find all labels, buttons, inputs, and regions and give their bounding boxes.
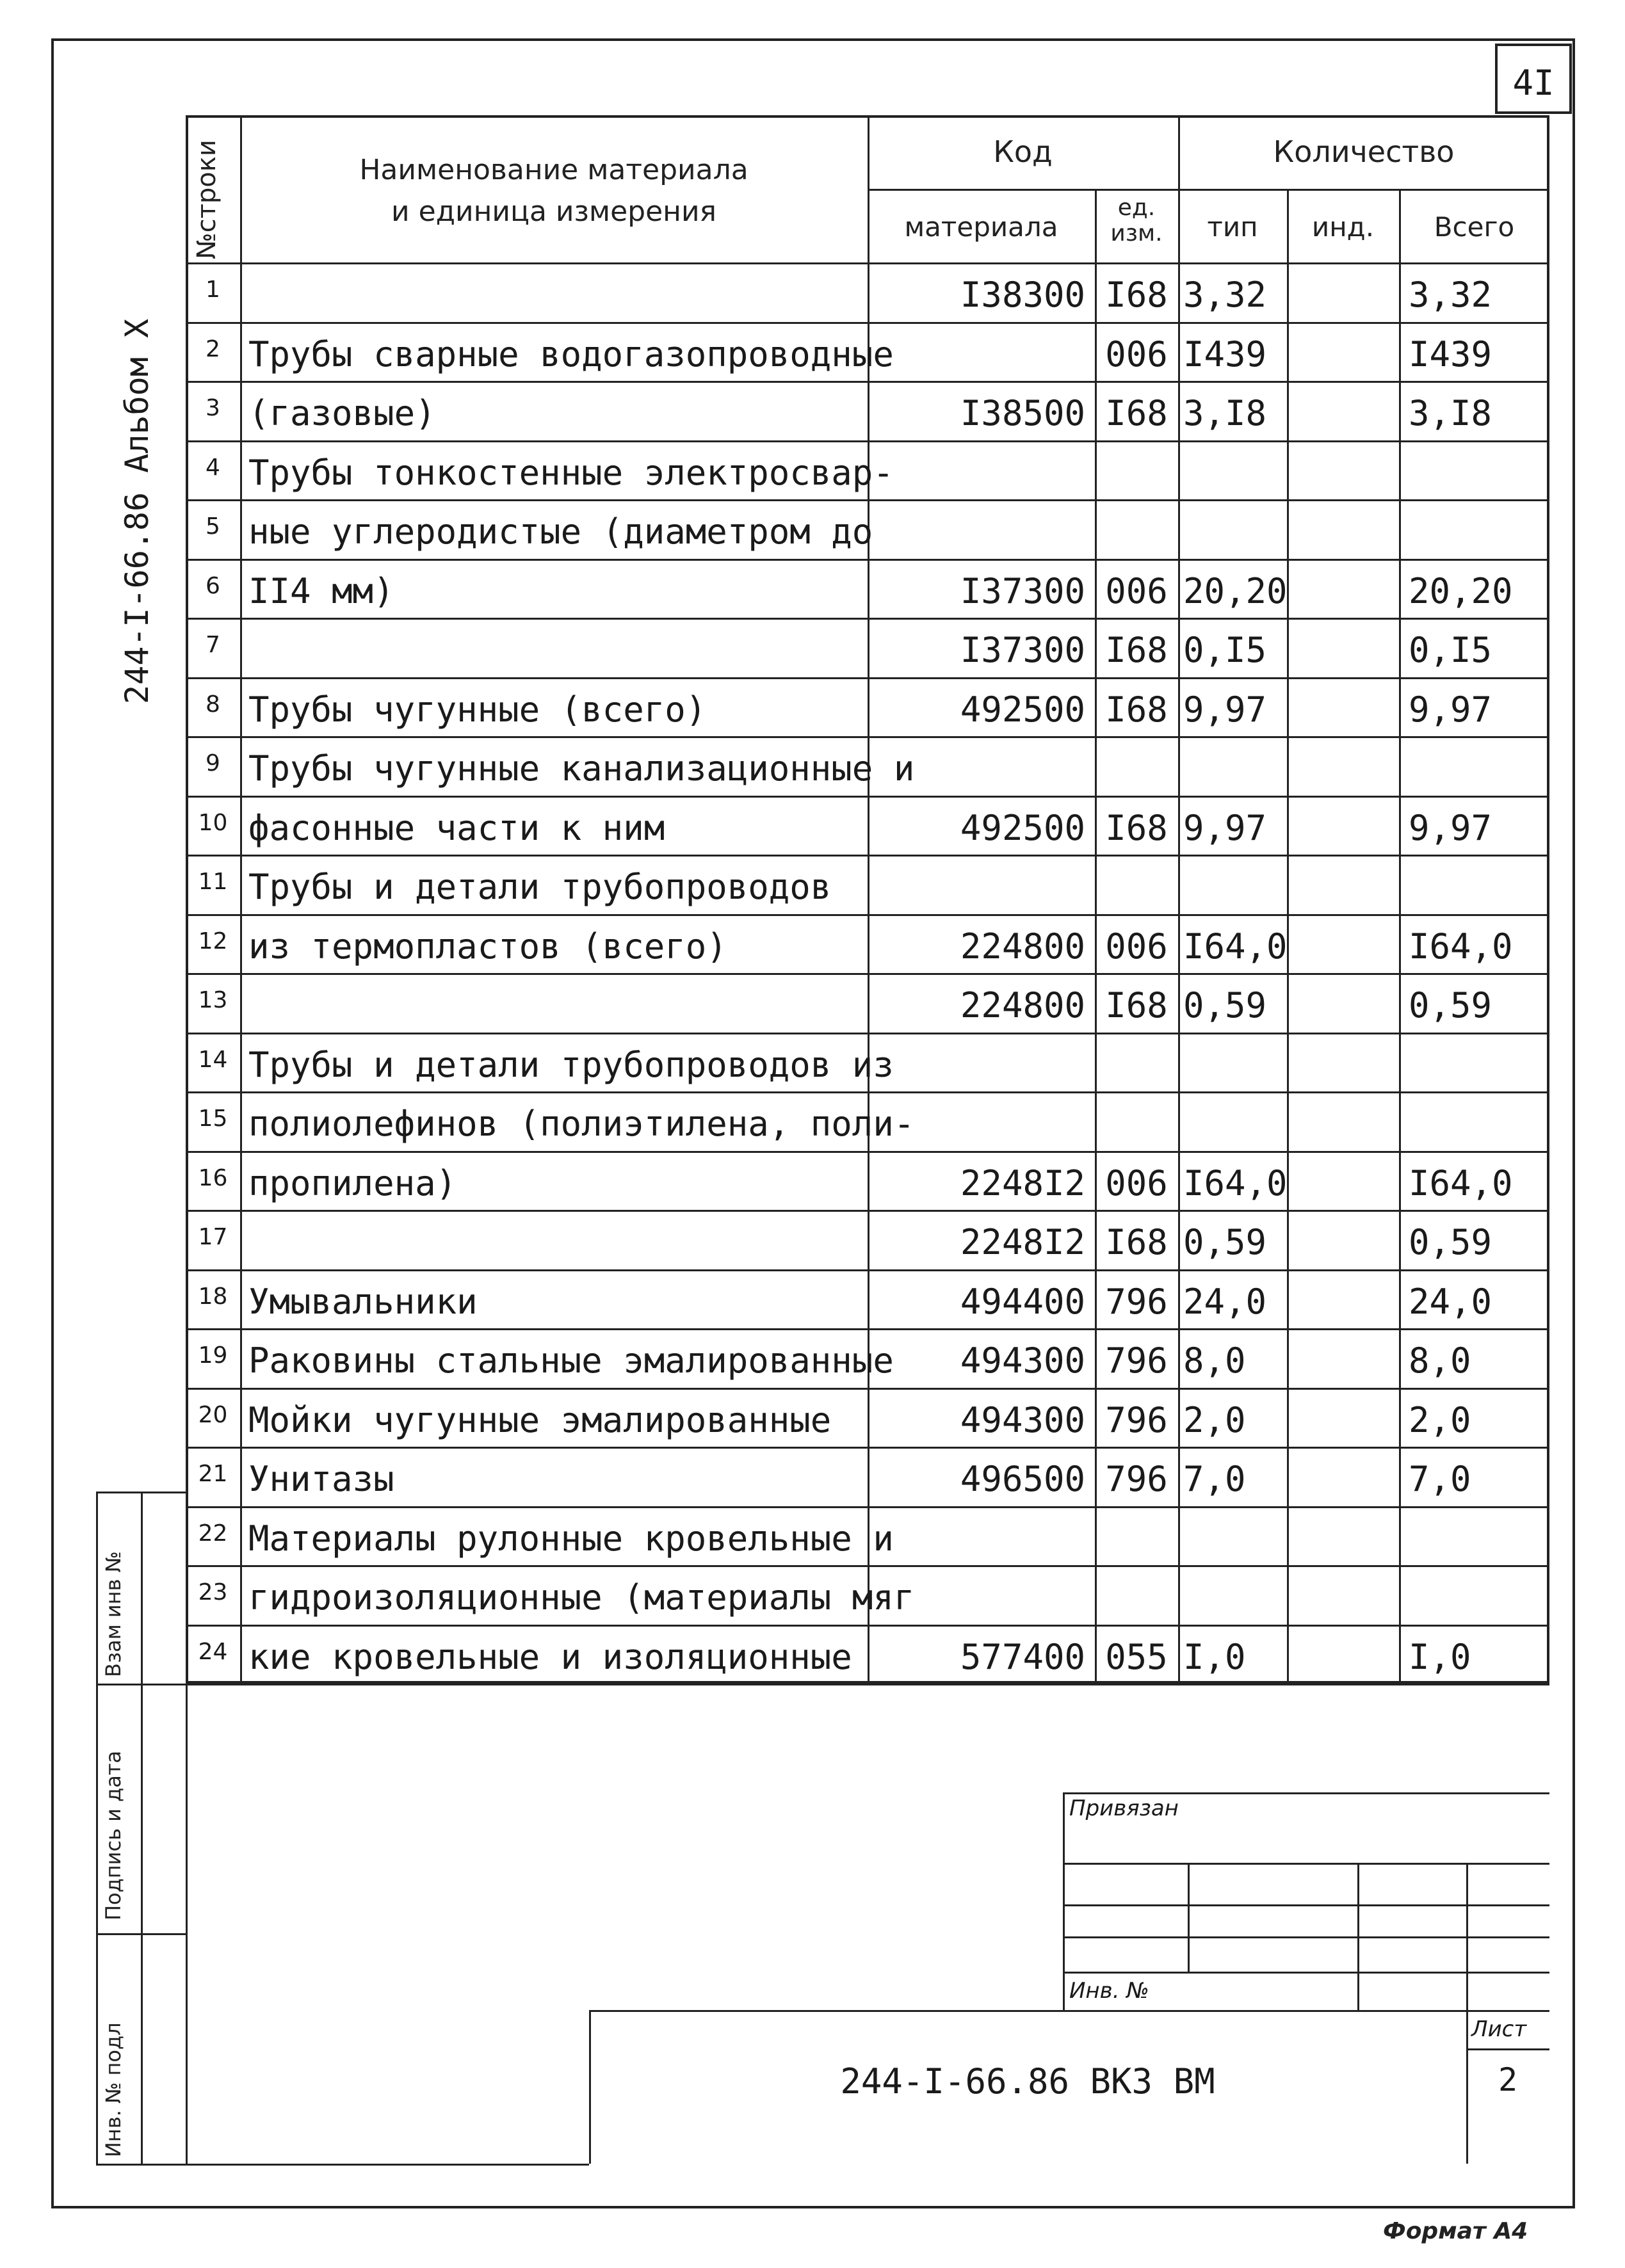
cell-code: 496500: [960, 1459, 1085, 1499]
cell-code: 494300: [960, 1340, 1085, 1381]
row-divider: [186, 1210, 1549, 1212]
cell-n: 14: [198, 1046, 228, 1073]
cell-name: (газовые): [248, 393, 436, 433]
cell-code: 577400: [960, 1636, 1085, 1677]
header-name-unit: и единица измерения: [391, 195, 717, 228]
row-divider: [186, 1565, 1549, 1567]
cell-n: 22: [198, 1520, 228, 1547]
row-divider: [186, 1388, 1549, 1390]
row-divider: [186, 1447, 1549, 1449]
cell-name: Трубы сварные водогазопроводные: [248, 334, 894, 374]
cell-name: Раковины стальные эмалированные: [248, 1340, 894, 1381]
cell-type: 3,32: [1183, 275, 1267, 315]
cell-total: 3,32: [1409, 275, 1492, 315]
cell-n: 19: [198, 1342, 228, 1369]
cell-unit: I68: [1105, 985, 1168, 1025]
row-divider: [186, 322, 1549, 324]
header-quantity: Количество: [1273, 134, 1455, 169]
cell-type: 9,97: [1183, 689, 1267, 730]
cell-n: 15: [198, 1106, 228, 1132]
cell-n: 10: [198, 809, 228, 836]
cell-name: гидроизоляционные (материалы мяг: [248, 1577, 915, 1618]
cell-type: I,0: [1183, 1636, 1246, 1677]
cell-type: 24,0: [1183, 1281, 1267, 1322]
cell-name: ные углеродистые (диаметром до: [248, 511, 873, 552]
cell-name: фасонные части к ним: [248, 807, 665, 848]
row-divider: [186, 1091, 1549, 1093]
header-row-number: №строки: [192, 140, 222, 259]
cell-code: 2248I2: [960, 1222, 1085, 1262]
cell-total: 20,20: [1409, 570, 1513, 611]
cell-code: 494400: [960, 1281, 1085, 1322]
cell-type: 20,20: [1183, 570, 1288, 611]
sheet-number: 2: [1498, 2061, 1518, 2098]
cell-n: 3: [206, 395, 220, 421]
cell-type: 7,0: [1183, 1459, 1246, 1499]
cell-code: 224800: [960, 985, 1085, 1025]
cell-total: 9,97: [1409, 807, 1492, 848]
cell-name: II4 мм): [248, 570, 394, 611]
cell-name: Мойки чугунные эмалированные: [248, 1399, 832, 1440]
row-divider: [186, 440, 1549, 442]
cell-total: I64,0: [1409, 1162, 1513, 1203]
cell-name: Трубы и детали трубопроводов из: [248, 1044, 894, 1085]
cell-total: 2,0: [1409, 1399, 1471, 1440]
row-divider: [186, 1033, 1549, 1034]
cell-n: 12: [198, 928, 228, 954]
cell-total: I64,0: [1409, 926, 1513, 967]
header-ind: инд.: [1311, 211, 1375, 243]
cell-total: 7,0: [1409, 1459, 1471, 1499]
cell-n: 4: [206, 454, 220, 481]
cell-n: 13: [198, 987, 228, 1013]
cell-n: 18: [198, 1283, 228, 1310]
side-label-inv: Инв. № подл: [101, 2022, 125, 2157]
cell-unit: 055: [1105, 1636, 1168, 1677]
cell-type: 0,59: [1183, 1222, 1267, 1262]
cell-code: I38500: [960, 393, 1085, 433]
cell-n: 5: [206, 513, 220, 540]
cell-total: I439: [1409, 334, 1492, 374]
cell-name: полиолефинов (полиэтилена, поли-: [248, 1104, 915, 1144]
row-divider: [186, 559, 1549, 561]
row-divider: [186, 1269, 1549, 1271]
cell-code: I37300: [960, 570, 1085, 611]
cell-n: 17: [198, 1224, 228, 1250]
cell-n: 21: [198, 1461, 228, 1487]
side-label-vzam: Взам инв №: [101, 1551, 125, 1677]
side-label-podpis: Подпись и дата: [101, 1750, 125, 1920]
cell-total: 0,59: [1409, 985, 1492, 1025]
cell-code: 494300: [960, 1399, 1085, 1440]
cell-type: 8,0: [1183, 1340, 1246, 1381]
cell-total: 24,0: [1409, 1281, 1492, 1322]
cell-n: 8: [206, 691, 220, 718]
cell-name: Трубы чугунные канализационные и: [248, 748, 915, 789]
row-divider: [186, 914, 1549, 916]
cell-total: 8,0: [1409, 1340, 1471, 1381]
cell-n: 6: [206, 572, 220, 599]
row-divider: [186, 1151, 1549, 1153]
cell-unit: I68: [1105, 275, 1168, 315]
cell-type: I64,0: [1183, 926, 1288, 967]
cell-n: 9: [206, 750, 220, 776]
header-type: тип: [1207, 211, 1258, 243]
cell-name: пропилена): [248, 1162, 457, 1203]
cell-unit: 796: [1105, 1281, 1168, 1322]
cell-n: 1: [206, 277, 220, 303]
cell-n: 16: [198, 1164, 228, 1191]
cell-unit: 006: [1105, 570, 1168, 611]
cell-total: 0,59: [1409, 1222, 1492, 1262]
cell-n: 24: [198, 1638, 228, 1665]
cell-n: 7: [206, 632, 220, 658]
row-divider: [186, 736, 1549, 738]
cell-unit: I68: [1105, 1222, 1168, 1262]
row-divider: [186, 499, 1549, 501]
cell-total: 3,I8: [1409, 393, 1492, 433]
row-divider: [186, 1328, 1549, 1330]
header-code-unit: ед. изм.: [1110, 195, 1163, 246]
cell-code: 224800: [960, 926, 1085, 967]
cell-total: 0,I5: [1409, 630, 1492, 670]
album-label: 244-I-66.86 Альбом X: [118, 318, 156, 704]
cell-unit: 796: [1105, 1399, 1168, 1440]
header-name: Наименование материала: [359, 154, 748, 186]
row-divider: [186, 796, 1549, 798]
cell-total: 9,97: [1409, 689, 1492, 730]
cell-unit: I68: [1105, 689, 1168, 730]
cell-total: I,0: [1409, 1636, 1471, 1677]
sheet-label: Лист: [1471, 2016, 1527, 2042]
cell-code: 2248I2: [960, 1162, 1085, 1203]
cell-code: 492500: [960, 807, 1085, 848]
row-divider: [186, 381, 1549, 383]
inv-no-label: Инв. №: [1069, 1978, 1149, 2004]
cell-unit: I68: [1105, 807, 1168, 848]
row-divider: [186, 1506, 1549, 1508]
cell-n: 23: [198, 1579, 228, 1605]
row-divider: [186, 1625, 1549, 1627]
row-divider: [186, 855, 1549, 857]
cell-type: 9,97: [1183, 807, 1267, 848]
cell-unit: I68: [1105, 393, 1168, 433]
cell-unit: 006: [1105, 1162, 1168, 1203]
cell-name: Унитазы: [248, 1459, 394, 1499]
cell-type: I64,0: [1183, 1162, 1288, 1203]
cell-n: 11: [198, 869, 228, 895]
row-divider: [186, 677, 1549, 679]
format-label: Формат А4: [1383, 2218, 1528, 2244]
cell-n: 2: [206, 335, 220, 362]
cell-type: 0,I5: [1183, 630, 1267, 670]
privyazan-label: Привязан: [1069, 1796, 1179, 1821]
cell-type: 0,59: [1183, 985, 1267, 1025]
cell-code: 492500: [960, 689, 1085, 730]
cell-name: кие кровельные и изоляционные: [248, 1636, 852, 1677]
cell-name: Умывальники: [248, 1281, 478, 1322]
cell-n: 20: [198, 1401, 228, 1428]
header-code-material: материала: [904, 211, 1058, 243]
cell-name: Трубы и детали трубопроводов: [248, 867, 832, 907]
cell-unit: 796: [1105, 1340, 1168, 1381]
cell-name: Трубы тонкостенные электросвар-: [248, 452, 894, 493]
cell-unit: 006: [1105, 926, 1168, 967]
cell-code: I38300: [960, 275, 1085, 315]
cell-code: I37300: [960, 630, 1085, 670]
cell-name: Трубы чугунные (всего): [248, 689, 707, 730]
cell-unit: 006: [1105, 334, 1168, 374]
page-number: 4I: [1512, 63, 1555, 103]
cell-name: Материалы рулонные кровельные и: [248, 1518, 894, 1559]
document-designation: 244-I-66.86 ВКЗ ВМ: [840, 2061, 1215, 2102]
row-divider: [186, 973, 1549, 975]
cell-unit: I68: [1105, 630, 1168, 670]
cell-name: из термопластов (всего): [248, 926, 727, 967]
cell-unit: 796: [1105, 1459, 1168, 1499]
header-code: Код: [993, 134, 1053, 169]
cell-type: 2,0: [1183, 1399, 1246, 1440]
cell-type: I439: [1183, 334, 1267, 374]
cell-type: 3,I8: [1183, 393, 1267, 433]
header-total: Всего: [1434, 211, 1515, 243]
row-divider: [186, 618, 1549, 620]
